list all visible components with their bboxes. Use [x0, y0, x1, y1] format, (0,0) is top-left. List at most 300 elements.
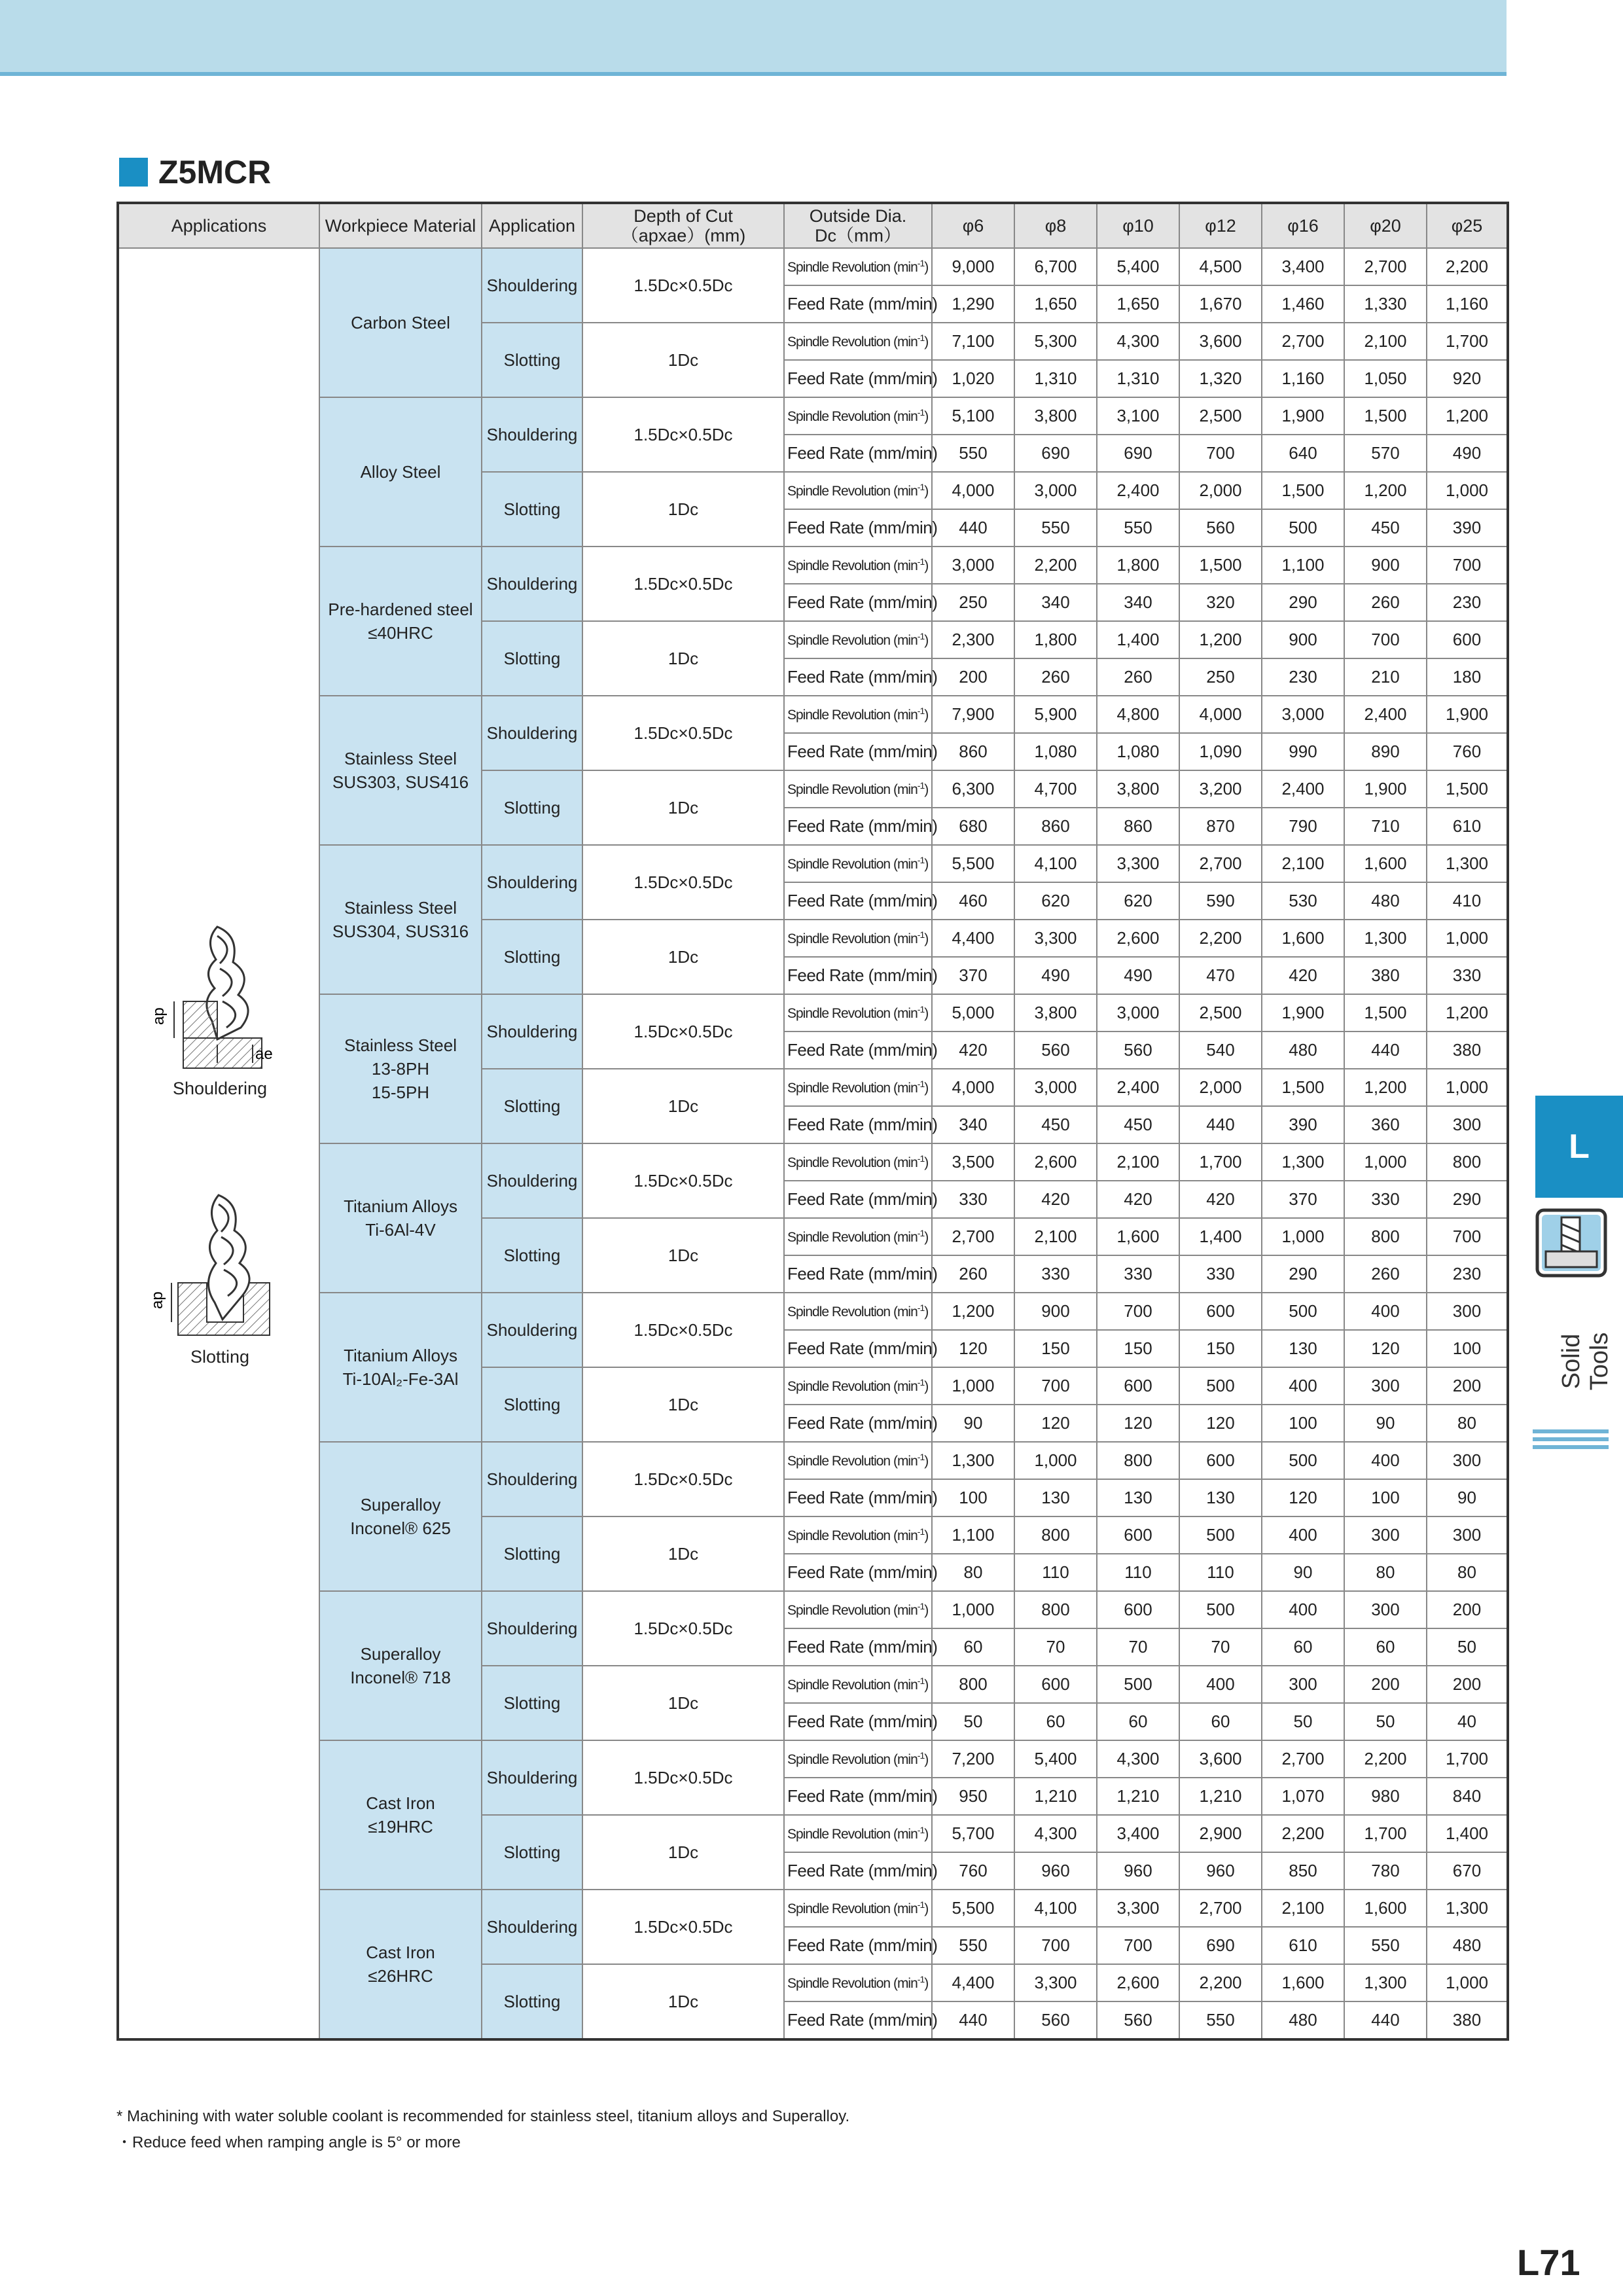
spindle-value: 500	[1097, 1666, 1179, 1703]
feed-value: 390	[1262, 1106, 1344, 1143]
spindle-label-suffix: )	[924, 1155, 929, 1170]
spindle-value: 2,700	[1344, 248, 1427, 285]
depth-of-cut-cell: 1Dc	[582, 1069, 784, 1143]
spindle-label-sup: -1	[917, 1526, 925, 1537]
material-name-line: ≤26HRC	[368, 1966, 433, 1986]
feed-value: 260	[1097, 658, 1179, 696]
spindle-value: 1,100	[1262, 547, 1344, 584]
spindle-value: 7,900	[932, 696, 1014, 733]
spindle-value: 600	[1097, 1591, 1179, 1628]
spindle-value: 2,400	[1097, 1069, 1179, 1106]
shouldering-illustration	[119, 923, 321, 1099]
header-dia-line2: Dc（mm）	[815, 226, 901, 245]
spindle-value: 2,400	[1344, 696, 1427, 733]
spindle-value: 2,600	[1097, 920, 1179, 957]
feed-value: 860	[932, 733, 1014, 770]
spindle-label-prefix: Spindle Revolution (min	[787, 857, 918, 872]
spindle-label-suffix: )	[924, 1006, 929, 1021]
spindle-value: 700	[1097, 1293, 1179, 1330]
spindle-value: 3,800	[1014, 397, 1097, 435]
header-depth-line2: （apxae）(mm)	[620, 226, 746, 245]
depth-of-cut-cell: 1.5Dc×0.5Dc	[582, 994, 784, 1069]
feed-value: 560	[1014, 1031, 1097, 1069]
feed-value: 700	[1097, 1927, 1179, 1964]
feed-value: 150	[1014, 1330, 1097, 1367]
spindle-label-prefix: Spindle Revolution (min	[787, 1677, 918, 1693]
feed-value: 440	[1179, 1106, 1262, 1143]
spindle-value: 400	[1262, 1591, 1344, 1628]
feed-value: 330	[932, 1181, 1014, 1218]
feed-value: 870	[1179, 808, 1262, 845]
feed-value: 530	[1262, 882, 1344, 920]
spindle-value: 300	[1344, 1591, 1427, 1628]
feed-value: 330	[1427, 957, 1508, 994]
application-cell: Shouldering	[482, 1890, 582, 1964]
material-name-line: Cast Iron	[366, 1793, 435, 1813]
spindle-value: 4,800	[1097, 696, 1179, 733]
spindle-label-suffix: )	[924, 409, 929, 424]
spindle-label-sup: -1	[917, 556, 925, 567]
feed-value: 420	[1014, 1181, 1097, 1218]
feed-value: 250	[1179, 658, 1262, 696]
spindle-value: 3,000	[1014, 1069, 1097, 1106]
feed-value: 70	[1097, 1628, 1179, 1666]
feed-rate-label: Feed Rate (mm/min)	[784, 584, 932, 621]
material-name-line: Ti-10Al₂-Fe-3Al	[342, 1369, 459, 1389]
table-body	[118, 248, 1508, 2039]
spindle-value: 1,300	[1262, 1143, 1344, 1181]
shouldering-ae-label: ae	[255, 1045, 273, 1063]
spindle-label-prefix: Spindle Revolution (min	[787, 1379, 918, 1394]
spindle-value: 2,200	[1179, 920, 1262, 957]
feed-value: 560	[1097, 1031, 1179, 1069]
application-cell: Shouldering	[482, 1293, 582, 1367]
feed-value: 120	[1179, 1405, 1262, 1442]
feed-value: 700	[1179, 435, 1262, 472]
header-dia-16: φ16	[1262, 203, 1344, 248]
feed-value: 380	[1427, 2001, 1508, 2039]
feed-value: 690	[1014, 435, 1097, 472]
application-cell: Shouldering	[482, 547, 582, 621]
spindle-value: 4,000	[1179, 696, 1262, 733]
spindle-label-prefix: Spindle Revolution (min	[787, 1528, 918, 1543]
spindle-value: 1,800	[1014, 621, 1097, 658]
spindle-revolution-label	[784, 323, 932, 360]
feed-value: 120	[1014, 1405, 1097, 1442]
spindle-value: 1,300	[1344, 920, 1427, 957]
spindle-value: 1,200	[1344, 472, 1427, 509]
material-cell	[319, 1591, 482, 1740]
application-cell: Slotting	[482, 1516, 582, 1591]
feed-value: 420	[932, 1031, 1014, 1069]
feed-value: 200	[932, 658, 1014, 696]
spindle-value: 4,400	[932, 920, 1014, 957]
feed-value: 260	[932, 1255, 1014, 1293]
spindle-value: 2,100	[1262, 1890, 1344, 1927]
material-cell	[319, 696, 482, 845]
feed-value: 1,650	[1097, 285, 1179, 323]
header-application: Application	[482, 203, 582, 248]
spindle-value: 800	[1344, 1218, 1427, 1255]
feed-value: 1,310	[1097, 360, 1179, 397]
material-cell	[319, 845, 482, 994]
feed-value: 290	[1262, 1255, 1344, 1293]
feed-value: 560	[1097, 2001, 1179, 2039]
spindle-value: 1,900	[1262, 397, 1344, 435]
spindle-value: 6,300	[932, 770, 1014, 808]
shouldering-ap-label: ap	[150, 1007, 168, 1025]
feed-value: 420	[1179, 1181, 1262, 1218]
feed-value: 560	[1014, 2001, 1097, 2039]
spindle-label-suffix: )	[924, 1901, 929, 1916]
side-tab-letter: L	[1535, 1096, 1623, 1198]
feed-value: 50	[1262, 1703, 1344, 1740]
spindle-value: 2,000	[1179, 1069, 1262, 1106]
spindle-label-prefix: Spindle Revolution (min	[787, 409, 918, 424]
spindle-value: 900	[1014, 1293, 1097, 1330]
application-cell: Slotting	[482, 1218, 582, 1293]
feed-value: 550	[1014, 509, 1097, 547]
spindle-value: 5,500	[932, 1890, 1014, 1927]
feed-value: 960	[1014, 1852, 1097, 1890]
spindle-value: 1,000	[1344, 1143, 1427, 1181]
feed-value: 300	[1427, 1106, 1508, 1143]
spindle-revolution-label	[784, 621, 932, 658]
feed-value: 490	[1427, 435, 1508, 472]
feed-value: 860	[1097, 808, 1179, 845]
feed-value: 440	[1344, 1031, 1427, 1069]
spindle-label-sup: -1	[917, 1676, 925, 1686]
feed-value: 370	[1262, 1181, 1344, 1218]
feed-value: 500	[1262, 509, 1344, 547]
spindle-value: 5,400	[1097, 248, 1179, 285]
spindle-label-sup: -1	[917, 332, 925, 343]
spindle-value: 700	[1427, 547, 1508, 584]
spindle-label-suffix: )	[924, 484, 929, 499]
feed-rate-label: Feed Rate (mm/min)	[784, 1330, 932, 1367]
spindle-label-sup: -1	[917, 1228, 925, 1238]
spindle-label-suffix: )	[924, 1603, 929, 1618]
feed-value: 100	[1262, 1405, 1344, 1442]
spindle-value: 900	[1344, 547, 1427, 584]
material-name-line: Alloy Steel	[360, 462, 441, 482]
feed-rate-label: Feed Rate (mm/min)	[784, 1181, 932, 1218]
feed-rate-label: Feed Rate (mm/min)	[784, 808, 932, 845]
spindle-value: 4,500	[1179, 248, 1262, 285]
depth-of-cut-cell: 1Dc	[582, 770, 784, 845]
spindle-value: 300	[1344, 1367, 1427, 1405]
feed-rate-label: Feed Rate (mm/min)	[784, 1703, 932, 1740]
spindle-label-suffix: )	[924, 857, 929, 872]
spindle-value: 500	[1179, 1591, 1262, 1628]
spindle-label-prefix: Spindle Revolution (min	[787, 1976, 918, 1991]
feed-value: 1,670	[1179, 285, 1262, 323]
feed-value: 540	[1179, 1031, 1262, 1069]
application-cell: Slotting	[482, 770, 582, 845]
spindle-value: 3,600	[1179, 323, 1262, 360]
feed-value: 290	[1262, 584, 1344, 621]
feed-value: 550	[932, 435, 1014, 472]
spindle-value: 3,000	[1097, 994, 1179, 1031]
spindle-revolution-label	[784, 1069, 932, 1106]
spindle-value: 1,600	[1262, 1964, 1344, 2001]
application-cell: Shouldering	[482, 1143, 582, 1218]
feed-value: 1,210	[1179, 1778, 1262, 1815]
table-row	[118, 1442, 1508, 1479]
spindle-value: 500	[1262, 1442, 1344, 1479]
feed-value: 440	[932, 2001, 1014, 2039]
feed-value: 980	[1344, 1778, 1427, 1815]
feed-value: 700	[1014, 1927, 1097, 1964]
spindle-value: 300	[1344, 1516, 1427, 1554]
feed-value: 330	[1344, 1181, 1427, 1218]
spindle-value: 600	[1179, 1293, 1262, 1330]
feed-value: 60	[1097, 1703, 1179, 1740]
feed-value: 1,160	[1262, 360, 1344, 397]
page-number: L71	[1517, 2242, 1580, 2283]
feed-value: 60	[1344, 1628, 1427, 1666]
feed-value: 710	[1344, 808, 1427, 845]
depth-of-cut-cell: 1.5Dc×0.5Dc	[582, 547, 784, 621]
spindle-value: 1,600	[1344, 845, 1427, 882]
spindle-value: 800	[1097, 1442, 1179, 1479]
spindle-label-prefix: Spindle Revolution (min	[787, 1081, 918, 1096]
material-name-line: 13-8PH	[371, 1059, 430, 1079]
spindle-label-prefix: Spindle Revolution (min	[787, 1901, 918, 1916]
spindle-value: 600	[1097, 1367, 1179, 1405]
feed-value: 340	[1097, 584, 1179, 621]
depth-of-cut-cell: 1.5Dc×0.5Dc	[582, 1442, 784, 1516]
spindle-label-suffix: )	[924, 782, 929, 797]
spindle-revolution-label	[784, 547, 932, 584]
spindle-value: 4,000	[932, 472, 1014, 509]
spindle-revolution-label	[784, 994, 932, 1031]
spindle-value: 3,000	[1014, 472, 1097, 509]
material-name-line: Stainless Steel	[344, 749, 457, 768]
feed-rate-label: Feed Rate (mm/min)	[784, 1479, 932, 1516]
spindle-value: 5,300	[1014, 323, 1097, 360]
feed-value: 680	[932, 808, 1014, 845]
application-cell: Slotting	[482, 1815, 582, 1890]
material-name-line: Superalloy	[360, 1495, 441, 1515]
feed-value: 1,050	[1344, 360, 1427, 397]
spindle-value: 5,400	[1014, 1740, 1097, 1778]
table-row	[118, 994, 1508, 1031]
spindle-value: 300	[1262, 1666, 1344, 1703]
spindle-value: 500	[1179, 1516, 1262, 1554]
depth-of-cut-cell: 1.5Dc×0.5Dc	[582, 845, 784, 920]
spindle-revolution-label	[784, 845, 932, 882]
application-cell: Slotting	[482, 1964, 582, 2039]
depth-of-cut-cell: 1.5Dc×0.5Dc	[582, 1890, 784, 1964]
top-band	[0, 0, 1507, 76]
feed-rate-label: Feed Rate (mm/min)	[784, 435, 932, 472]
feed-rate-label: Feed Rate (mm/min)	[784, 1927, 932, 1964]
spindle-value: 1,300	[932, 1442, 1014, 1479]
feed-value: 620	[1097, 882, 1179, 920]
feed-value: 440	[1344, 2001, 1427, 2039]
feed-value: 100	[1344, 1479, 1427, 1516]
spindle-value: 2,700	[1262, 323, 1344, 360]
spindle-label-sup: -1	[917, 1079, 925, 1089]
spindle-label-prefix: Spindle Revolution (min	[787, 1603, 918, 1618]
spindle-revolution-label	[784, 770, 932, 808]
feed-value: 450	[1097, 1106, 1179, 1143]
feed-value: 120	[1344, 1330, 1427, 1367]
spindle-value: 1,200	[1344, 1069, 1427, 1106]
feed-rate-label: Feed Rate (mm/min)	[784, 285, 932, 323]
spindle-label-prefix: Spindle Revolution (min	[787, 782, 918, 797]
spindle-value: 5,700	[932, 1815, 1014, 1852]
spindle-value: 400	[1344, 1293, 1427, 1330]
feed-value: 610	[1427, 808, 1508, 845]
feed-value: 120	[932, 1330, 1014, 1367]
feed-value: 180	[1427, 658, 1508, 696]
spindle-value: 1,900	[1427, 696, 1508, 733]
header-dia-8: φ8	[1014, 203, 1097, 248]
header-row	[118, 203, 1508, 248]
spindle-value: 600	[1014, 1666, 1097, 1703]
application-cell: Shouldering	[482, 248, 582, 323]
header-dia-25: φ25	[1427, 203, 1508, 248]
spindle-label-prefix: Spindle Revolution (min	[787, 1304, 918, 1319]
header-dia	[784, 203, 932, 248]
slotting-tool-icon	[149, 1191, 285, 1342]
feed-value: 80	[1427, 1405, 1508, 1442]
table-row	[118, 1890, 1508, 1927]
feed-rate-label: Feed Rate (mm/min)	[784, 957, 932, 994]
section-title	[119, 152, 271, 192]
feed-value: 450	[1344, 509, 1427, 547]
feed-value: 550	[1097, 509, 1179, 547]
feed-value: 470	[1179, 957, 1262, 994]
material-cell	[319, 1143, 482, 1293]
feed-value: 480	[1262, 2001, 1344, 2039]
feed-value: 100	[932, 1479, 1014, 1516]
feed-value: 1,090	[1179, 733, 1262, 770]
spindle-revolution-label	[784, 472, 932, 509]
depth-of-cut-cell: 1.5Dc×0.5Dc	[582, 248, 784, 323]
depth-of-cut-cell: 1Dc	[582, 1964, 784, 2039]
spindle-value: 3,400	[1262, 248, 1344, 285]
feed-value: 100	[1427, 1330, 1508, 1367]
feed-rate-label: Feed Rate (mm/min)	[784, 1852, 932, 1890]
feed-value: 290	[1427, 1181, 1508, 1218]
feed-value: 450	[1014, 1106, 1097, 1143]
feed-value: 480	[1262, 1031, 1344, 1069]
spindle-label-sup: -1	[917, 929, 925, 940]
feed-value: 490	[1097, 957, 1179, 994]
feed-value: 80	[1344, 1554, 1427, 1591]
depth-of-cut-cell: 1.5Dc×0.5Dc	[582, 397, 784, 472]
feed-value: 1,330	[1344, 285, 1427, 323]
header-material: Workpiece Material	[319, 203, 482, 248]
spindle-label-sup: -1	[917, 706, 925, 716]
feed-value: 260	[1014, 658, 1097, 696]
spindle-value: 800	[1427, 1143, 1508, 1181]
feed-value: 90	[932, 1405, 1014, 1442]
spindle-label-sup: -1	[917, 855, 925, 865]
spindle-value: 4,700	[1014, 770, 1097, 808]
spindle-value: 2,200	[1344, 1740, 1427, 1778]
feed-value: 1,460	[1262, 285, 1344, 323]
spindle-value: 1,500	[1262, 472, 1344, 509]
spindle-label-sup: -1	[917, 1974, 925, 1984]
feed-value: 480	[1427, 1927, 1508, 1964]
header-dia-12: φ12	[1179, 203, 1262, 248]
spindle-value: 1,000	[1427, 1069, 1508, 1106]
material-name-line: Superalloy	[360, 1644, 441, 1664]
spindle-label-prefix: Spindle Revolution (min	[787, 260, 918, 275]
spindle-value: 2,400	[1097, 472, 1179, 509]
application-cell: Shouldering	[482, 696, 582, 770]
feed-value: 260	[1344, 1255, 1427, 1293]
spindle-label-suffix: )	[924, 1081, 929, 1096]
spindle-label-prefix: Spindle Revolution (min	[787, 334, 918, 350]
material-cell	[319, 547, 482, 696]
spindle-label-suffix: )	[924, 1304, 929, 1319]
depth-of-cut-cell: 1Dc	[582, 1516, 784, 1591]
feed-value: 1,650	[1014, 285, 1097, 323]
spindle-label-suffix: )	[924, 260, 929, 275]
feed-value: 760	[1427, 733, 1508, 770]
table-row	[118, 547, 1508, 584]
spindle-value: 4,300	[1097, 323, 1179, 360]
application-cell: Slotting	[482, 920, 582, 994]
spindle-value: 9,000	[932, 248, 1014, 285]
depth-of-cut-cell: 1.5Dc×0.5Dc	[582, 1143, 784, 1218]
feed-value: 130	[1262, 1330, 1344, 1367]
spindle-value: 3,000	[932, 547, 1014, 584]
table-row	[118, 1740, 1508, 1778]
feed-value: 340	[932, 1106, 1014, 1143]
feed-value: 550	[1179, 2001, 1262, 2039]
spindle-value: 3,200	[1179, 770, 1262, 808]
header-dia-6: φ6	[932, 203, 1014, 248]
spindle-revolution-label	[784, 397, 932, 435]
spindle-label-sup: -1	[917, 1377, 925, 1388]
spindle-label-prefix: Spindle Revolution (min	[787, 1752, 918, 1767]
side-stripe	[1533, 1429, 1609, 1433]
feed-value: 50	[932, 1703, 1014, 1740]
spindle-value: 4,100	[1014, 1890, 1097, 1927]
feed-value: 110	[1014, 1554, 1097, 1591]
spindle-revolution-label	[784, 1815, 932, 1852]
depth-of-cut-cell: 1Dc	[582, 1218, 784, 1293]
application-cell: Slotting	[482, 1666, 582, 1740]
feed-value: 620	[1014, 882, 1097, 920]
feed-value: 1,310	[1014, 360, 1097, 397]
feed-rate-label: Feed Rate (mm/min)	[784, 1255, 932, 1293]
spindle-revolution-label	[784, 1143, 932, 1181]
spindle-label-prefix: Spindle Revolution (min	[787, 1230, 918, 1245]
end-mill-icon	[1535, 1208, 1607, 1278]
spindle-value: 2,400	[1262, 770, 1344, 808]
feed-value: 60	[1014, 1703, 1097, 1740]
spindle-value: 1,300	[1344, 1964, 1427, 2001]
spindle-value: 2,700	[932, 1218, 1014, 1255]
spindle-value: 1,000	[1262, 1218, 1344, 1255]
spindle-value: 1,000	[932, 1367, 1014, 1405]
depth-of-cut-cell: 1.5Dc×0.5Dc	[582, 1293, 784, 1367]
spindle-value: 2,700	[1179, 845, 1262, 882]
cutting-conditions-table	[116, 202, 1509, 2041]
feed-value: 390	[1427, 509, 1508, 547]
feed-value: 460	[932, 882, 1014, 920]
feed-rate-label: Feed Rate (mm/min)	[784, 1031, 932, 1069]
header-depth-line1: Depth of Cut	[633, 206, 733, 226]
spindle-value: 2,700	[1179, 1890, 1262, 1927]
